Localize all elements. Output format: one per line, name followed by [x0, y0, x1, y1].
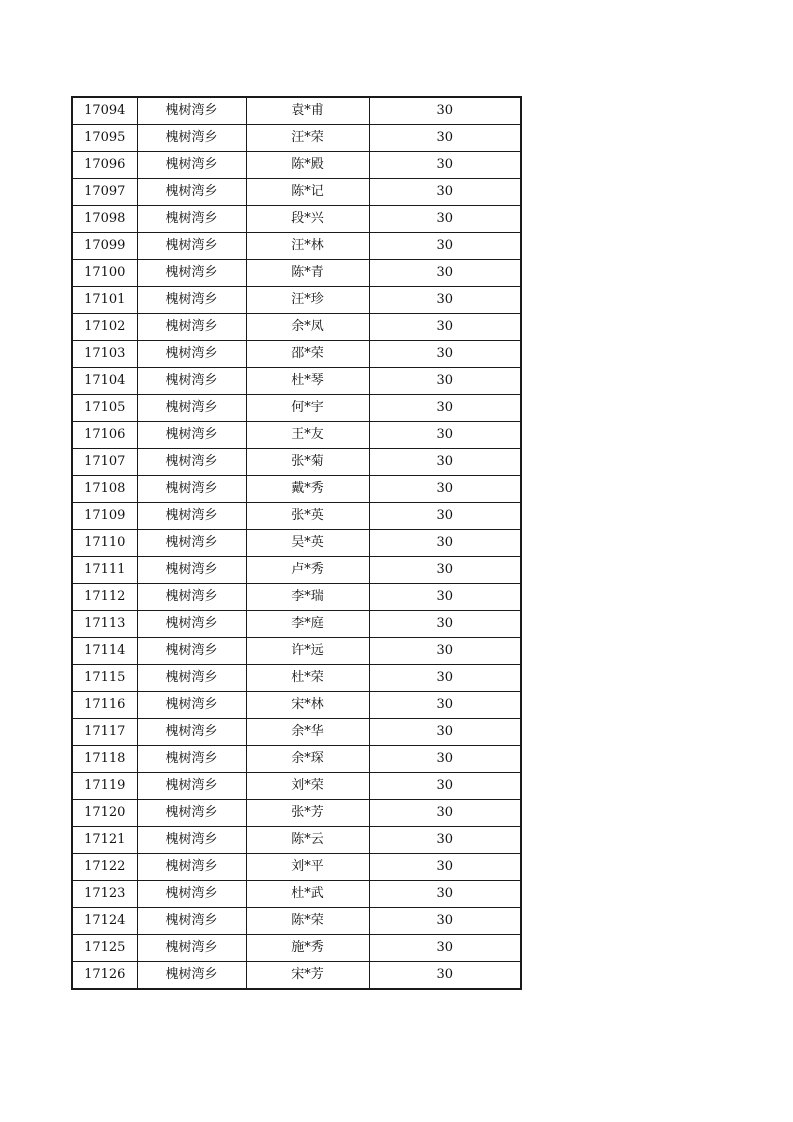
township-cell: 槐树湾乡 [137, 206, 246, 233]
row-number-cell: 17097 [72, 179, 137, 206]
table-row [72, 476, 521, 503]
township-cell: 槐树湾乡 [137, 152, 246, 179]
row-number-cell: 17118 [72, 746, 137, 773]
township-cell: 槐树湾乡 [137, 638, 246, 665]
amount-cell: 30 [369, 665, 521, 692]
amount-cell: 30 [369, 908, 521, 935]
name-cell: 陈*云 [246, 827, 369, 854]
name-cell: 陈*记 [246, 179, 369, 206]
township-cell: 槐树湾乡 [137, 530, 246, 557]
row-number-cell: 17106 [72, 422, 137, 449]
amount-cell: 30 [369, 206, 521, 233]
row-number-cell: 17112 [72, 584, 137, 611]
name-cell: 余*琛 [246, 746, 369, 773]
township-cell: 槐树湾乡 [137, 908, 246, 935]
township-cell: 槐树湾乡 [137, 746, 246, 773]
row-number-cell: 17100 [72, 260, 137, 287]
amount-cell: 30 [369, 287, 521, 314]
table-row [72, 746, 521, 773]
row-number-cell: 17110 [72, 530, 137, 557]
name-cell: 余*华 [246, 719, 369, 746]
row-number-cell: 17104 [72, 368, 137, 395]
amount-cell: 30 [369, 638, 521, 665]
table-row [72, 908, 521, 935]
row-number-cell: 17103 [72, 341, 137, 368]
table-row [72, 395, 521, 422]
roster-table [71, 96, 522, 990]
amount-cell: 30 [369, 935, 521, 962]
name-cell: 戴*秀 [246, 476, 369, 503]
table-row [72, 719, 521, 746]
amount-cell: 30 [369, 449, 521, 476]
name-cell: 张*英 [246, 503, 369, 530]
table-row [72, 584, 521, 611]
name-cell: 张*芳 [246, 800, 369, 827]
name-cell: 杜*武 [246, 881, 369, 908]
amount-cell: 30 [369, 962, 521, 990]
township-cell: 槐树湾乡 [137, 854, 246, 881]
name-cell: 李*瑞 [246, 584, 369, 611]
row-number-cell: 17117 [72, 719, 137, 746]
amount-cell: 30 [369, 503, 521, 530]
name-cell: 施*秀 [246, 935, 369, 962]
name-cell: 吴*英 [246, 530, 369, 557]
township-cell: 槐树湾乡 [137, 449, 246, 476]
roster-table-body [72, 97, 521, 989]
table-row [72, 854, 521, 881]
table-row [72, 341, 521, 368]
name-cell: 宋*芳 [246, 962, 369, 990]
name-cell: 张*菊 [246, 449, 369, 476]
table-row [72, 962, 521, 990]
amount-cell: 30 [369, 773, 521, 800]
township-cell: 槐树湾乡 [137, 692, 246, 719]
amount-cell: 30 [369, 233, 521, 260]
table-row [72, 935, 521, 962]
township-cell: 槐树湾乡 [137, 827, 246, 854]
row-number-cell: 17114 [72, 638, 137, 665]
table-row [72, 800, 521, 827]
table-row [72, 152, 521, 179]
township-cell: 槐树湾乡 [137, 719, 246, 746]
amount-cell: 30 [369, 719, 521, 746]
table-row [72, 881, 521, 908]
row-number-cell: 17124 [72, 908, 137, 935]
row-number-cell: 17107 [72, 449, 137, 476]
table-row [72, 827, 521, 854]
township-cell: 槐树湾乡 [137, 341, 246, 368]
table-row [72, 314, 521, 341]
table-row [72, 206, 521, 233]
name-cell: 余*凤 [246, 314, 369, 341]
table-row [72, 368, 521, 395]
township-cell: 槐树湾乡 [137, 881, 246, 908]
township-cell: 槐树湾乡 [137, 557, 246, 584]
township-cell: 槐树湾乡 [137, 368, 246, 395]
amount-cell: 30 [369, 800, 521, 827]
row-number-cell: 17123 [72, 881, 137, 908]
table-row [72, 638, 521, 665]
amount-cell: 30 [369, 881, 521, 908]
name-cell: 刘*平 [246, 854, 369, 881]
name-cell: 陈*殿 [246, 152, 369, 179]
row-number-cell: 17126 [72, 962, 137, 990]
name-cell: 汪*林 [246, 233, 369, 260]
name-cell: 汪*荣 [246, 125, 369, 152]
amount-cell: 30 [369, 179, 521, 206]
township-cell: 槐树湾乡 [137, 935, 246, 962]
amount-cell: 30 [369, 854, 521, 881]
amount-cell: 30 [369, 422, 521, 449]
amount-cell: 30 [369, 746, 521, 773]
row-number-cell: 17105 [72, 395, 137, 422]
township-cell: 槐树湾乡 [137, 773, 246, 800]
table-row [72, 179, 521, 206]
name-cell: 刘*荣 [246, 773, 369, 800]
amount-cell: 30 [369, 341, 521, 368]
amount-cell: 30 [369, 260, 521, 287]
table-row [72, 125, 521, 152]
row-number-cell: 17099 [72, 233, 137, 260]
township-cell: 槐树湾乡 [137, 287, 246, 314]
table-row [72, 611, 521, 638]
table-row [72, 503, 521, 530]
table-row [72, 530, 521, 557]
township-cell: 槐树湾乡 [137, 665, 246, 692]
amount-cell: 30 [369, 557, 521, 584]
row-number-cell: 17094 [72, 97, 137, 125]
name-cell: 段*兴 [246, 206, 369, 233]
table-row [72, 665, 521, 692]
table-row [72, 260, 521, 287]
township-cell: 槐树湾乡 [137, 476, 246, 503]
amount-cell: 30 [369, 125, 521, 152]
table-row [72, 287, 521, 314]
table-row [72, 692, 521, 719]
name-cell: 陈*荣 [246, 908, 369, 935]
name-cell: 汪*珍 [246, 287, 369, 314]
row-number-cell: 17108 [72, 476, 137, 503]
row-number-cell: 17096 [72, 152, 137, 179]
table-row [72, 557, 521, 584]
row-number-cell: 17125 [72, 935, 137, 962]
amount-cell: 30 [369, 97, 521, 125]
row-number-cell: 17109 [72, 503, 137, 530]
name-cell: 宋*林 [246, 692, 369, 719]
name-cell: 卢*秀 [246, 557, 369, 584]
amount-cell: 30 [369, 395, 521, 422]
township-cell: 槐树湾乡 [137, 584, 246, 611]
row-number-cell: 17115 [72, 665, 137, 692]
township-cell: 槐树湾乡 [137, 233, 246, 260]
township-cell: 槐树湾乡 [137, 422, 246, 449]
row-number-cell: 17116 [72, 692, 137, 719]
row-number-cell: 17102 [72, 314, 137, 341]
row-number-cell: 17120 [72, 800, 137, 827]
township-cell: 槐树湾乡 [137, 503, 246, 530]
amount-cell: 30 [369, 692, 521, 719]
township-cell: 槐树湾乡 [137, 962, 246, 990]
name-cell: 许*远 [246, 638, 369, 665]
amount-cell: 30 [369, 530, 521, 557]
township-cell: 槐树湾乡 [137, 314, 246, 341]
name-cell: 袁*甫 [246, 97, 369, 125]
row-number-cell: 17101 [72, 287, 137, 314]
township-cell: 槐树湾乡 [137, 125, 246, 152]
name-cell: 李*庭 [246, 611, 369, 638]
amount-cell: 30 [369, 314, 521, 341]
name-cell: 王*友 [246, 422, 369, 449]
amount-cell: 30 [369, 368, 521, 395]
row-number-cell: 17122 [72, 854, 137, 881]
row-number-cell: 17095 [72, 125, 137, 152]
table-row [72, 233, 521, 260]
name-cell: 陈*青 [246, 260, 369, 287]
township-cell: 槐树湾乡 [137, 179, 246, 206]
name-cell: 杜*琴 [246, 368, 369, 395]
name-cell: 邵*荣 [246, 341, 369, 368]
row-number-cell: 17111 [72, 557, 137, 584]
row-number-cell: 17121 [72, 827, 137, 854]
table-row [72, 422, 521, 449]
township-cell: 槐树湾乡 [137, 611, 246, 638]
township-cell: 槐树湾乡 [137, 260, 246, 287]
amount-cell: 30 [369, 152, 521, 179]
name-cell: 杜*荣 [246, 665, 369, 692]
row-number-cell: 17113 [72, 611, 137, 638]
table-row [72, 449, 521, 476]
table-row [72, 97, 521, 125]
amount-cell: 30 [369, 827, 521, 854]
row-number-cell: 17098 [72, 206, 137, 233]
township-cell: 槐树湾乡 [137, 97, 246, 125]
row-number-cell: 17119 [72, 773, 137, 800]
township-cell: 槐树湾乡 [137, 800, 246, 827]
township-cell: 槐树湾乡 [137, 395, 246, 422]
amount-cell: 30 [369, 476, 521, 503]
amount-cell: 30 [369, 611, 521, 638]
name-cell: 何*宇 [246, 395, 369, 422]
table-row [72, 773, 521, 800]
amount-cell: 30 [369, 584, 521, 611]
